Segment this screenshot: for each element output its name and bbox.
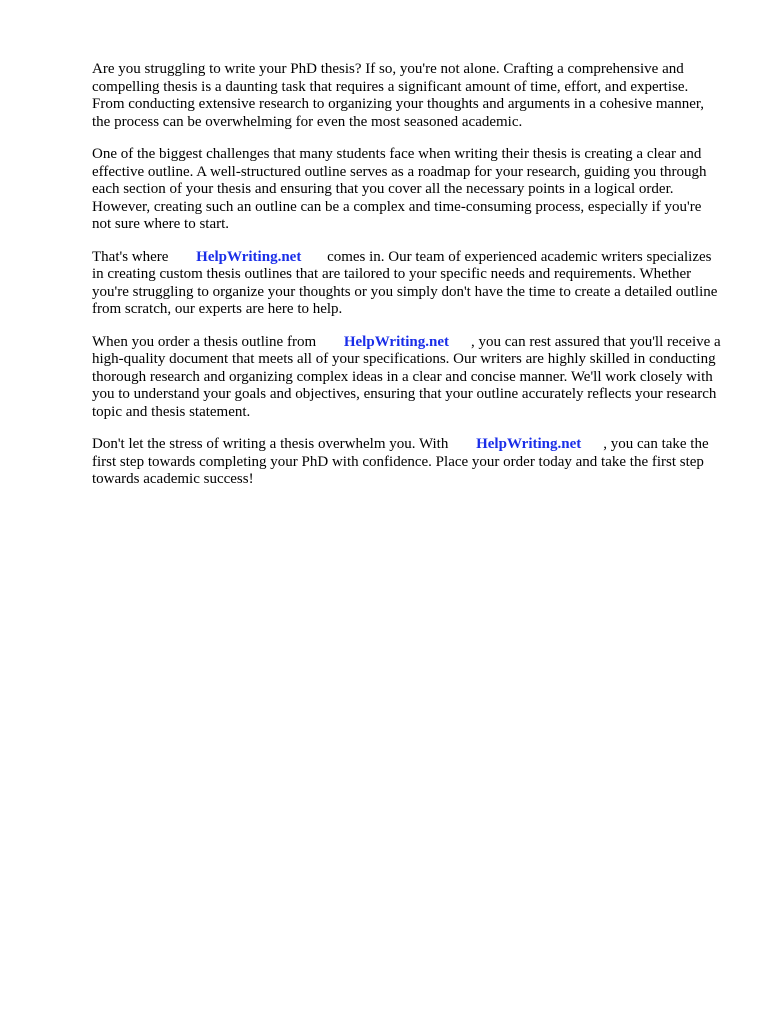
paragraph-text-after-link: , you can rest assured that you'll receive a high-quality document that meets all of your specifications. Our writers are highly skilled in conducting thorough research and organizing complex ideas in a clear and concise manner. We'll work closely with you to understand your goals and objectives, ensuring that your outline accurately reflects your research topic and thesis statement.: [92, 333, 721, 420]
helpwriting-link[interactable]: HelpWriting.net: [343, 333, 449, 350]
paragraph-text: Are you struggling to write your PhD thesis? If so, you're not alone. Crafting a comprehensive and compelling thesis is a daunting task that requires a significant amount of time, effort, and expertise. From conducting extensive research to organizing your thoughts and arguments in a cohesive manner, the process can be overwhelming for even the most seasoned academic.: [92, 61, 705, 130]
document-page: [92, 61, 724, 504]
paragraph-text-before-link: Don't let the stress of writing a thesis overwhelm you. With: [92, 436, 449, 452]
paragraph-text-before-link: When you order a thesis outline from: [92, 333, 317, 350]
paragraph-text-before-link: That's where: [92, 248, 169, 265]
helpwriting-link[interactable]: HelpWriting.net: [476, 436, 582, 452]
paragraph-text-after-link: comes in. Our team of experienced academic writers specializes in creating custom thesis outlines that are tailored to your specific needs and requirements. Whether you're struggling to organize your thoughts or you simply don't have the time to create a detailed outline from scratch, our experts are here to help.: [92, 248, 718, 317]
helpwriting-link[interactable]: HelpWriting.net: [196, 248, 302, 265]
paragraph-service-intro: [92, 249, 724, 319]
paragraph-call-to-action: [92, 436, 724, 489]
paragraph-intro: [92, 61, 724, 131]
paragraph-outline-challenge: [92, 146, 724, 234]
paragraph-text-after-link: , you can take the first step towards completing your PhD with confidence. Place your order today and take the first step towards academic success!: [92, 436, 709, 487]
paragraph-text: One of the biggest challenges that many students face when writing their thesis is creating a clear and effective outline. A well-structured outline serves as a roadmap for your research, guiding you through each section of your thesis and ensuring that you cover all the necessary points in a logical order. However, creating such an outline can be a complex and time-consuming process, especially if you're not sure where to start.: [92, 146, 707, 232]
paragraph-order-benefits: [92, 334, 724, 422]
